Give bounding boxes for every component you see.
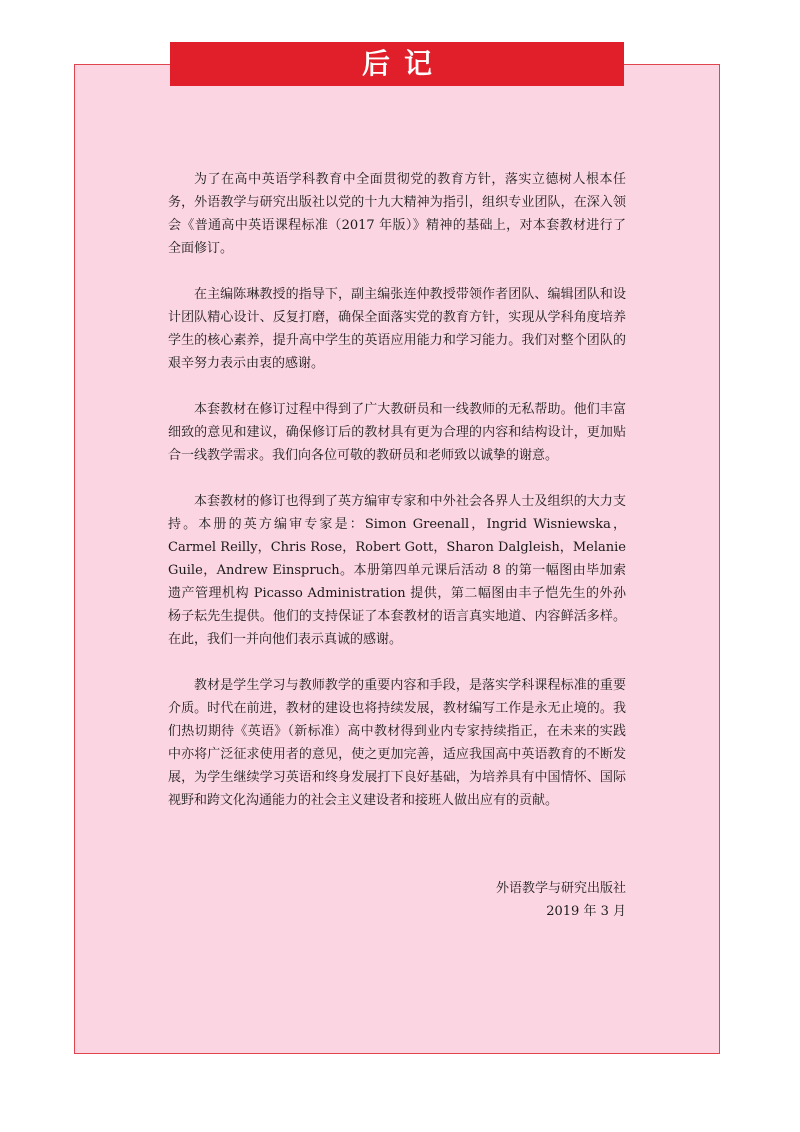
page-title: 后记 bbox=[361, 47, 446, 80]
paragraph-2: 在主编陈琳教授的指导下，副主编张连仲教授带领作者团队、编辑团队和设计团队精心设计、反复打磨，确保全面落实党的教育方针，实现从学科角度培养学生的核心素养，提升高中学生的英语应用能力和学习能力。我们对整个团队的艰辛努力表示由衷的感谢。 bbox=[168, 287, 626, 371]
paragraph-5: 教材是学生学习与教师教学的重要内容和手段，是落实学科课程标准的重要介质。时代在前进，教材的建设也将持续发展，教材编写工作是永无止境的。我们热切期待《英语》（新标准）高中教材得到业内专家持续指正，在未来的实践中亦将广泛征求使用者的意见，使之更加完善，适应我国高中英语教育的不断发展，为学生继续学习英语和终身发展打下良好基础，为培养具有中国情怀、国际视野和跨文化沟通能力的社会主义建设者和接班人做出应有的贡献。 bbox=[168, 678, 626, 808]
publish-date: 2019 年 3 月 bbox=[546, 904, 626, 919]
paragraph-4: 本套教材的修订也得到了英方编审专家和中外社会各界人士及组织的大力支持。本册的英方编审专家是：Simon Greenall，Ingrid Wisniewska，Carmel Reilly，Chris Rose，Robert Gott，Sharon Dalgleish，Melanie Guile，Andrew Einspruch。本册第四单元课后活动 8 的第一幅图由毕加索遗产管理机构 Picasso Administration 提供，第二幅图由丰子恺先生的外孙杨子耘先生提供。他们的支持保证了本套教材的语言真实地道、内容鲜活多样。在此，我们一并向他们表示真诚的感谢。 bbox=[168, 494, 626, 647]
paragraph-1: 为了在高中英语学科教育中全面贯彻党的教育方针，落实立德树人根本任务，外语教学与研究出版社以党的十九大精神为指引，组织专业团队，在深入领会《普通高中英语课程标准（2017 年版）》精神的基础上，对本套教材进行了全面修订。 bbox=[168, 172, 626, 256]
afterword-body bbox=[168, 168, 626, 835]
paragraph-3: 本套教材在修订过程中得到了广大教研员和一线教师的无私帮助。他们丰富细致的意见和建议，确保修订后的教材具有更为合理的内容和结构设计，更加贴合一线教学需求。我们向各位可敬的教研员和老师致以诚挚的谢意。 bbox=[168, 402, 626, 463]
title-bar bbox=[170, 42, 624, 86]
publisher-name: 外语教学与研究出版社 bbox=[495, 881, 626, 896]
signature-block bbox=[168, 877, 626, 923]
